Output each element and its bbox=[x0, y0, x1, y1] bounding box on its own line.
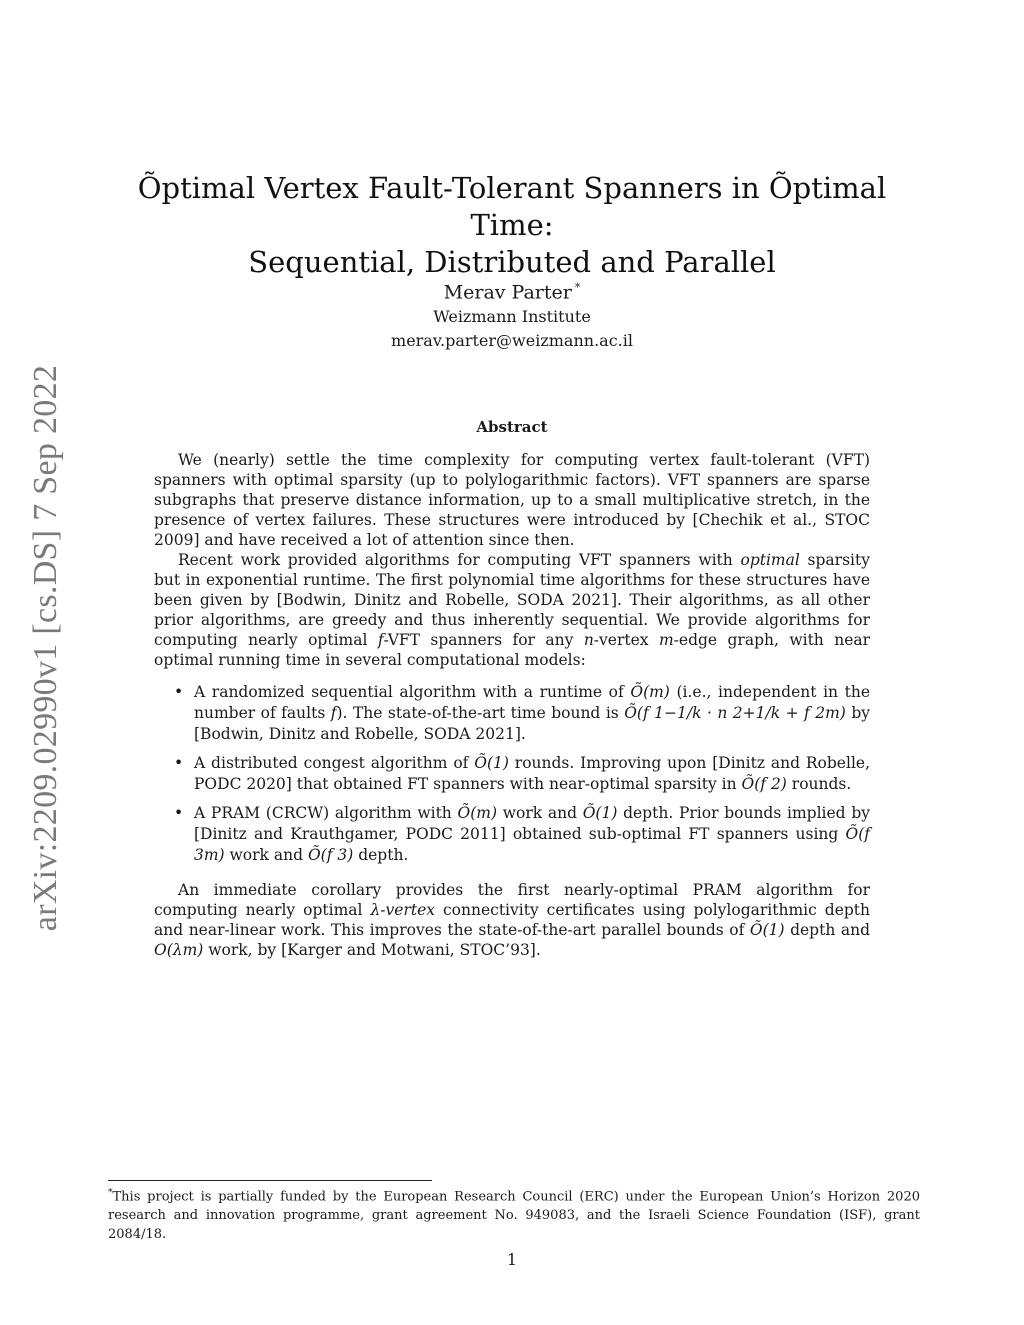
list-item: • A randomized sequential algorithm with a runtime of Õ(m) (i.e., independent in the number of faults f). The state-of-the-art time bound is Õ(f 1−1/k · n 2+1/k + f 2m) by [Bodwin, Dinitz and Robelle, SODA 2021]. bbox=[174, 683, 871, 743]
bullet-marker: • bbox=[174, 754, 184, 772]
paper-title bbox=[100, 170, 924, 281]
emphasis-lambda-vertex: λ-vertex bbox=[370, 901, 436, 919]
abstract-paragraph-2: Recent work provided algorithms for computing VFT spanners with optimal sparsity but in exponential runtime. The first polynomial time algorithms for these structures have been given by [Bodwin, Dinitz and Robelle, SODA 2021]. Their algorithms, as all other prior algorithms, are greedy and thus inherently sequential. We provide algorithms for computing nearly optimal f-VFT spanners for any n-vertex m-edge graph, with near optimal running time in several computational models: bbox=[154, 551, 871, 669]
bullet-marker: • bbox=[174, 804, 184, 822]
bullet-marker: • bbox=[174, 683, 184, 701]
title-line-1: Õptimal Vertex Fault-Tolerant Spanners in Õptimal Time: bbox=[137, 171, 887, 242]
emphasis-optimal: optimal bbox=[740, 551, 800, 569]
author-footnote-mark: * bbox=[574, 281, 581, 294]
footnote bbox=[108, 1184, 920, 1244]
arxiv-identifier-stamp: arXiv:2209.02990v1 [cs.DS] 7 Sep 2022 bbox=[27, 364, 64, 932]
list-item: • A distributed congest algorithm of Õ(1) rounds. Improving upon [Dinitz and Robelle, PODC 2020] that obtained FT spanners with near-optimal sparsity in Õ(f 2) rounds. bbox=[174, 754, 870, 793]
abstract-heading: Abstract bbox=[476, 418, 548, 436]
author bbox=[0, 281, 1024, 303]
abstract-body bbox=[154, 450, 870, 960]
footnote-divider bbox=[108, 1180, 432, 1181]
affiliation: Weizmann Institute bbox=[433, 307, 591, 326]
author-email: merav.parter@weizmann.ac.il bbox=[391, 331, 633, 350]
page-number: 1 bbox=[506, 1250, 518, 1269]
abstract-paragraph-1: We (nearly) settle the time complexity for computing vertex fault-tolerant (VFT) spanners with optimal sparsity (up to polylogarithmic factors). VFT spanners are sparse subgraphs that preserve distance information, up to a small multiplicative stretch, in the presence of vertex failures. These structures were introduced by [Chechik et al., STOC 2009] and have received a lot of attention since then. bbox=[154, 451, 870, 549]
abstract-paragraph-3: An immediate corollary provides the first nearly-optimal PRAM algorithm for computing nearly optimal λ-vertex connectivity certificates using polylogarithmic depth and near-linear work. This improves the state-of-the-art parallel bounds of Õ(1) depth and O(λm) work, by [Karger and Motwani, STOC’93]. bbox=[154, 881, 870, 959]
list-item: • A PRAM (CRCW) algorithm with Õ(m) work and Õ(1) depth. Prior bounds implied by [Dinitz and Krauthgamer, PODC 2011] obtained sub-optimal FT spanners using Õ(f 3m) work and Õ(f 3) depth. bbox=[174, 804, 870, 864]
results-list bbox=[154, 682, 870, 866]
title-line-2: Sequential, Distributed and Parallel bbox=[248, 245, 776, 279]
footnote-text: This project is partially funded by the European Research Council (ERC) under the European Union’s Horizon 2020 research and innovation programme, grant agreement No. 949083, and the Israeli Science Foundation (ISF), grant 2084/18. bbox=[108, 1189, 920, 1243]
footnote-mark: * bbox=[108, 1188, 113, 1198]
author-name: Merav Parter bbox=[443, 281, 572, 304]
